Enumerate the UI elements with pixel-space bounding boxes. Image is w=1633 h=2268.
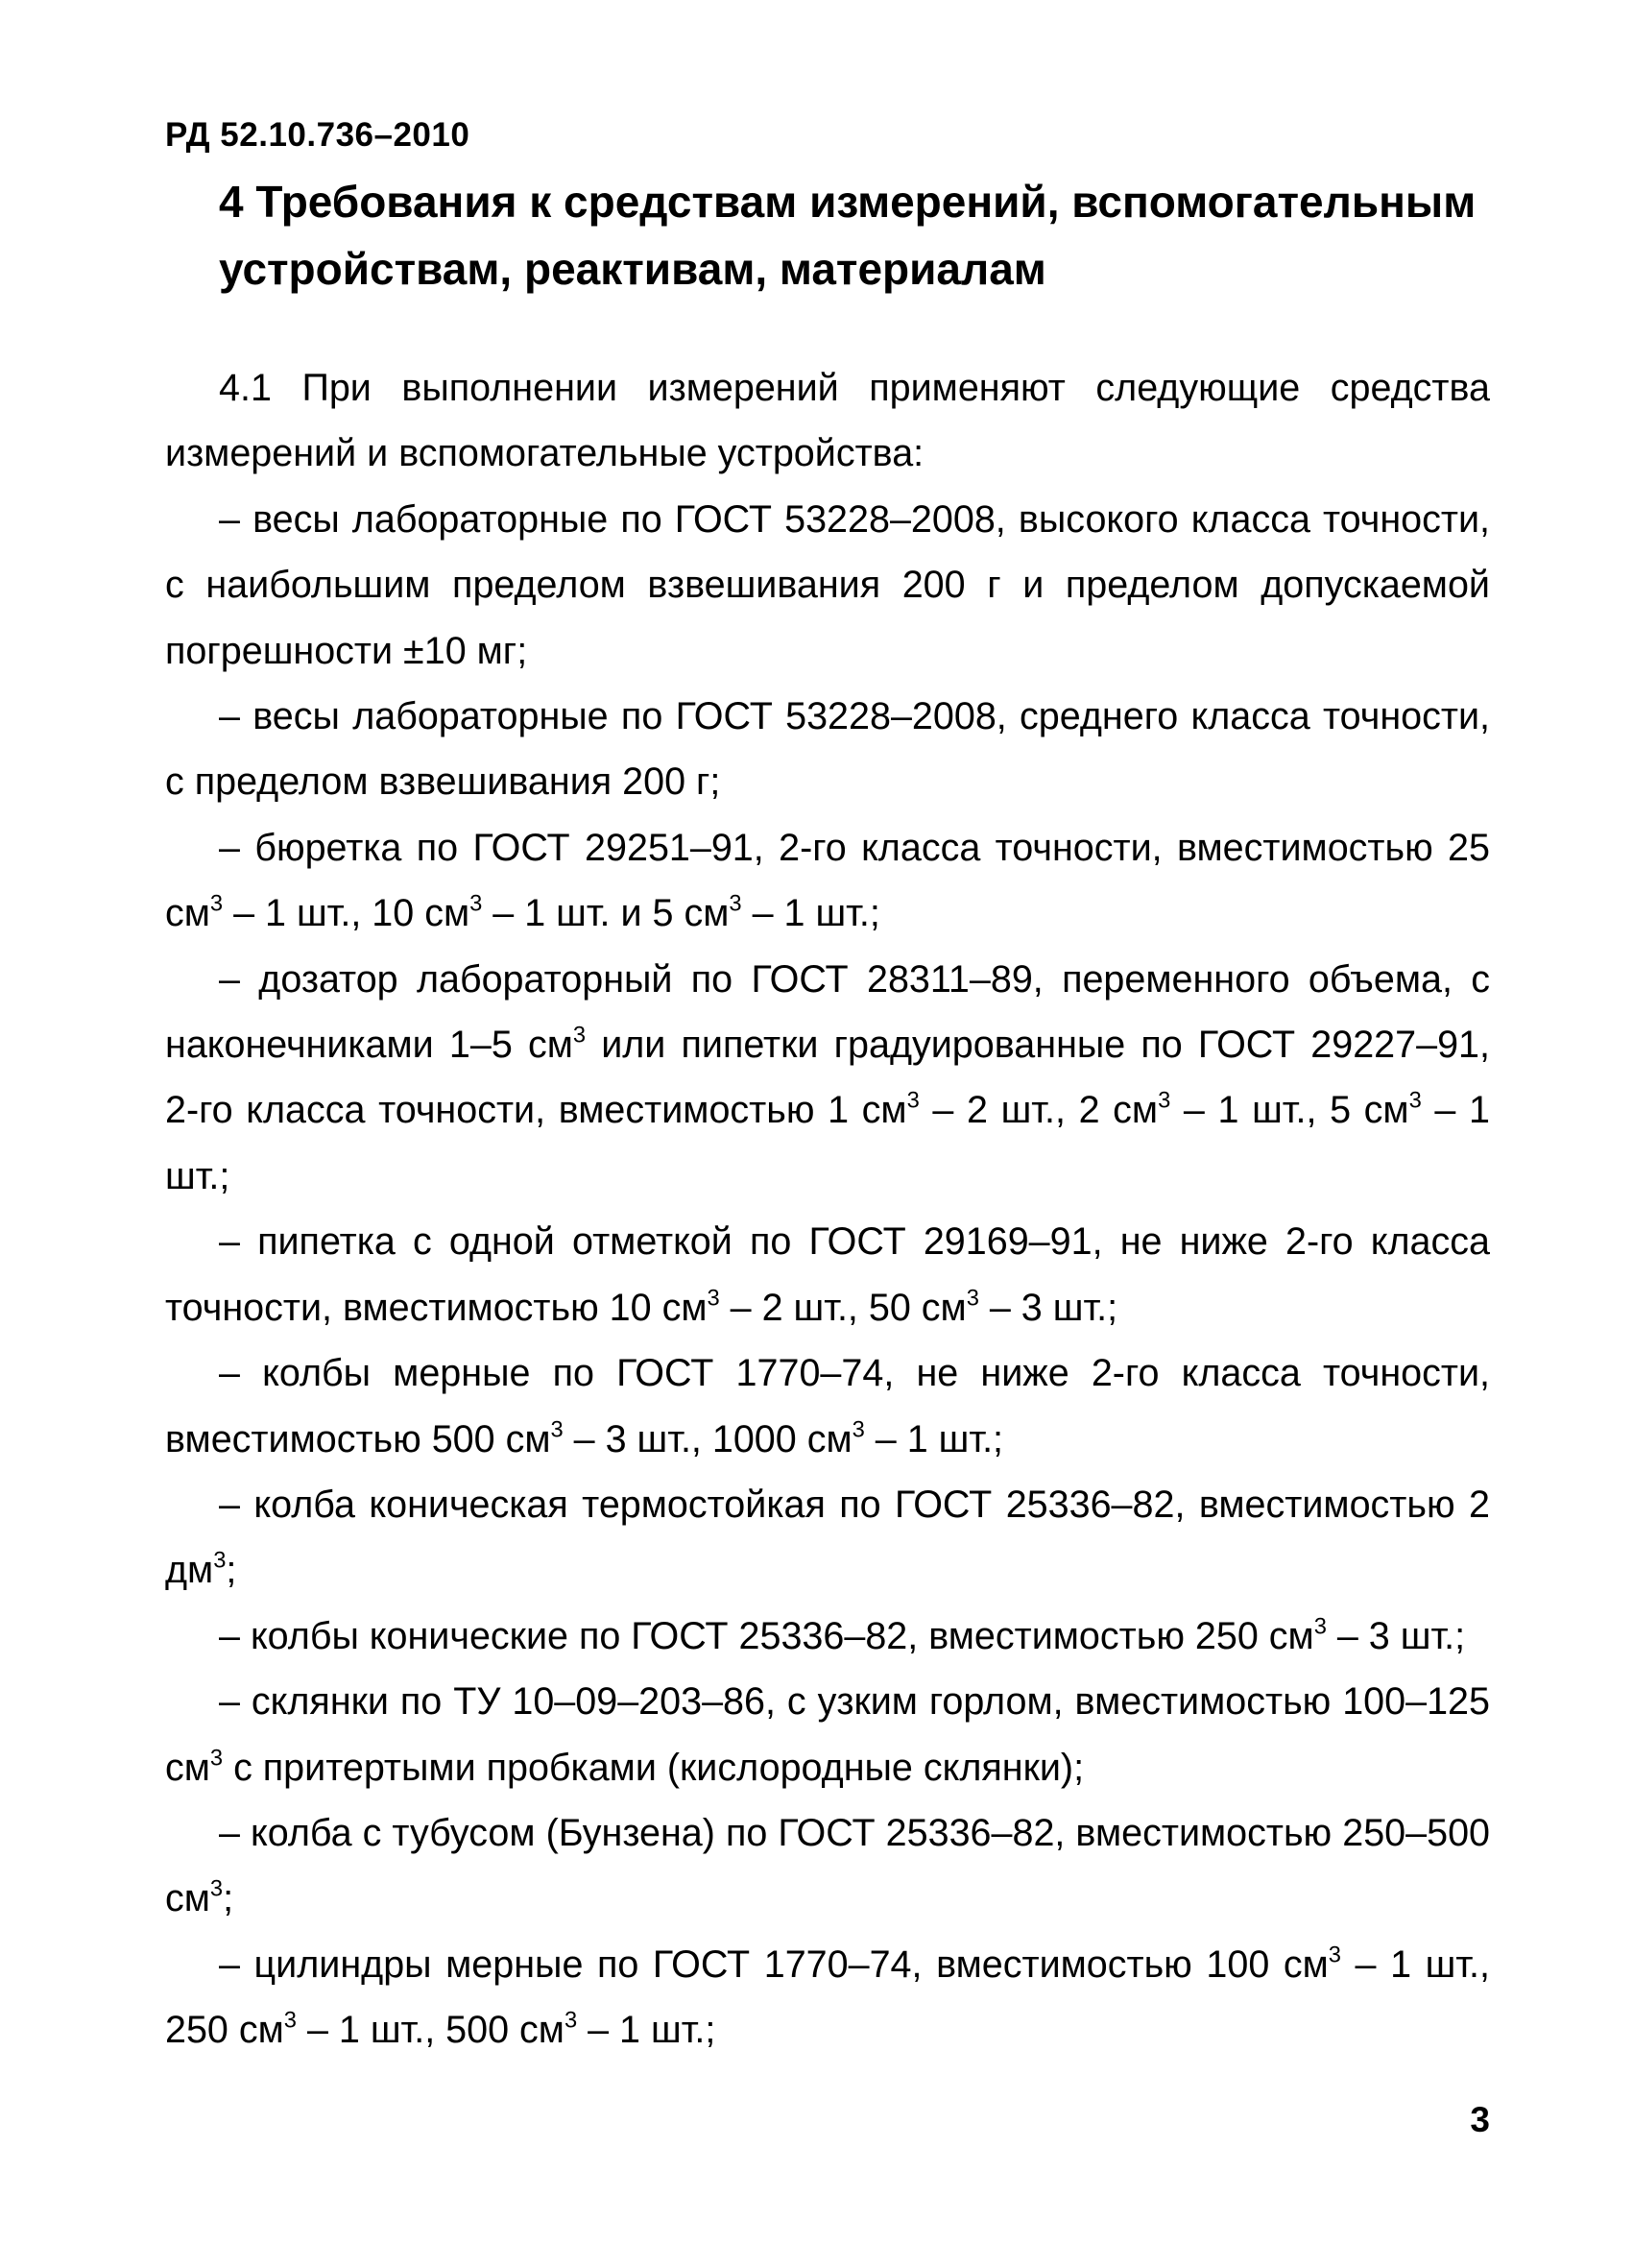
text-run: ;: [226, 1549, 237, 1592]
text-run: – колба с тубусом (Бунзена) по ГОСТ 25336–82, вместимостью 250–500 см: [165, 1811, 1490, 1920]
superscript: 3: [209, 891, 224, 917]
text-run: – 2 шт., 2 см: [919, 1089, 1159, 1132]
list-item: [165, 1800, 1490, 1932]
superscript: 3: [209, 1746, 224, 1772]
superscript: 3: [1313, 1614, 1327, 1640]
list-item: [165, 1340, 1490, 1472]
text-run: – 1 шт., 10 см: [223, 892, 470, 935]
superscript: 3: [564, 2008, 578, 2034]
superscript: 3: [906, 1089, 920, 1115]
list-item: [165, 815, 1490, 947]
list-item: [165, 1932, 1490, 2063]
text-run: – колбы конические по ГОСТ 25336–82, вместимостью 250 см: [219, 1614, 1314, 1657]
section-title-line-1: 4 Требования к средствам измерений, вспомогательным: [219, 177, 1477, 227]
superscript: 3: [550, 1417, 564, 1443]
text-run: – 2 шт., 50 см: [719, 1286, 967, 1329]
section-title: [219, 168, 1491, 302]
text-run: – 1 шт.;: [864, 1417, 1004, 1460]
page-number: 3: [1470, 2100, 1490, 2139]
superscript: 3: [966, 1286, 979, 1312]
clause-paragraph: [165, 355, 1490, 487]
text-run: – склянки по ТУ 10–09–203–86, с узким горлом, вместимостью 100–125 см: [165, 1680, 1490, 1789]
superscript: 3: [852, 1417, 865, 1443]
text-run: – цилиндры мерные по ГОСТ 1770–74, вместимостью 100 см: [219, 1942, 1329, 1986]
text-run: – весы лабораторные по ГОСТ 53228–2008, среднего класса точности, с пределом взвешивания 200 г;: [165, 695, 1490, 804]
text-run: – 3 шт.;: [978, 1286, 1118, 1329]
text-run: – 1 шт. и 5 см: [482, 892, 730, 935]
superscript: 3: [1328, 1942, 1341, 1968]
text-run: – 3 шт.;: [1326, 1614, 1466, 1657]
superscript: 3: [1408, 1089, 1422, 1115]
text-run: с притертыми пробками (кислородные склянки);: [223, 1746, 1085, 1789]
list-item: [165, 1472, 1490, 1604]
text-run: ;: [223, 1877, 234, 1920]
list-item: [165, 1209, 1490, 1340]
superscript: 3: [729, 891, 742, 917]
superscript: 3: [213, 1548, 227, 1574]
document-body: [165, 355, 1490, 2063]
document-code: РД 52.10.736–2010: [165, 116, 470, 154]
text-run: – весы лабораторные по ГОСТ 53228–2008, высокого класса точности, с наибольшим пределом взвешивания 200 г и пределом допускаемой погрешности ±10 мг;: [165, 497, 1490, 672]
list-item: [165, 487, 1490, 684]
superscript: 3: [572, 1023, 587, 1049]
text-run: – 1 шт., 250 см: [165, 1942, 1490, 2052]
text-run: 4.1 При выполнении измерений применяют следующие средства измерений и вспомогательные устройства:: [165, 367, 1490, 475]
list-item: [165, 1604, 1490, 1669]
text-run: – дозатор лабораторный по ГОСТ 28311–89, переменного объема, с наконечниками 1–5 см: [165, 957, 1490, 1067]
list-item: [165, 684, 1490, 815]
superscript: 3: [209, 1876, 224, 1902]
list-item: [165, 1669, 1490, 1800]
text-run: – 1 шт., 5 см: [1170, 1089, 1409, 1132]
text-run: или пипетки градуированные по ГОСТ 29227–91, 2-го класса точности, вместимостью 1 см: [165, 1024, 1491, 1132]
text-run: – колбы мерные по ГОСТ 1770–74, не ниже 2-го класса точности, вместимостью 500 см: [165, 1352, 1490, 1460]
text-run: – бюретка по ГОСТ 29251–91, 2-го класса точности, вместимостью 25 см: [165, 826, 1490, 935]
text-run: – 1 шт.;: [741, 892, 880, 935]
superscript: 3: [283, 2008, 297, 2034]
text-run: – 1 шт.;: [165, 1089, 1490, 1197]
superscript: 3: [707, 1286, 720, 1312]
text-run: – пипетка с одной отметкой по ГОСТ 29169–91, не ниже 2-го класса точности, вместимостью 10 см: [165, 1220, 1490, 1329]
section-title-line-2: устройствам, реактивам, материалам: [219, 244, 1046, 294]
superscript: 3: [1158, 1089, 1171, 1115]
superscript: 3: [469, 891, 483, 917]
text-run: – 1 шт., 500 см: [296, 2009, 564, 2052]
text-run: – колба коническая термостойкая по ГОСТ 25336–82, вместимостью 2 дм: [165, 1483, 1490, 1592]
list-item: [165, 947, 1490, 1210]
text-run: – 1 шт.;: [577, 2009, 716, 2052]
text-run: – 3 шт., 1000 см: [563, 1417, 853, 1460]
